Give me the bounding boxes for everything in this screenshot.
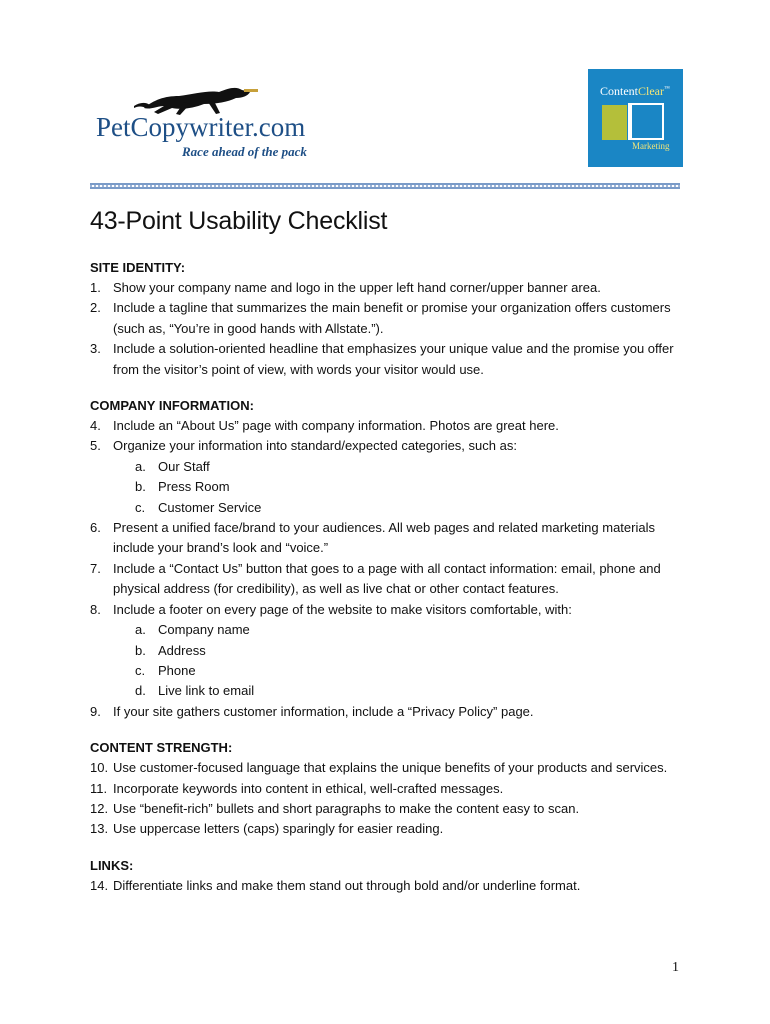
sub-list-item (90, 661, 690, 681)
subitem-text: Live link to email (158, 683, 255, 699)
item-text: Include a footer on every page of the website to make visitors comfortable, with: (113, 601, 572, 617)
list-item (90, 779, 690, 799)
item-text: Use customer-focused language that explains the unique benefits of your products and services. (113, 760, 668, 776)
item-text: Include an “About Us” page with company information. Photos are great here. (113, 418, 559, 434)
list-item (90, 600, 690, 620)
section-site-identity (90, 258, 690, 380)
sub-list-item (90, 457, 690, 477)
list-item (90, 339, 690, 380)
section-content-strength (90, 738, 690, 840)
item-text: Organize your information into standard/expected categories, such as: (113, 438, 517, 454)
item-number: 11. (90, 780, 108, 796)
petcopywriter-logo (96, 78, 336, 162)
item-number: 6. (90, 520, 101, 536)
section-links (90, 856, 690, 896)
item-number: 1. (90, 280, 101, 295)
item-text: Include a “Contact Us” button that goes to a page with all contact information: email, phone and physical address (for credibility), as well as live chat or other contact features. (113, 560, 661, 597)
list-item (90, 278, 690, 298)
list-item (90, 436, 690, 456)
item-number: 4. (90, 418, 101, 434)
sub-list-item (90, 681, 690, 701)
subitem-letter: d. (135, 683, 146, 699)
list-item (90, 702, 690, 722)
item-text: Include a tagline that summarizes the main benefit or promise your organization offers customers (such as, “You’re in good hands with Allstate.”). (113, 300, 671, 336)
cc-outline-block (628, 103, 664, 140)
item-number: 10. (90, 760, 109, 776)
section-heading: COMPANY INFORMATION: (90, 398, 254, 414)
item-number: 2. (90, 300, 101, 316)
subitem-text: Phone (158, 662, 196, 678)
logo-tagline: Race ahead of the pack (182, 144, 307, 159)
subitem-text: Press Room (158, 479, 230, 495)
sub-list-item (90, 641, 690, 661)
item-number: 9. (90, 703, 101, 719)
item-text: Use “benefit-rich” bullets and short paragraphs to make the content easy to scan. (113, 800, 580, 816)
document-body (90, 200, 690, 896)
list-item (90, 758, 690, 778)
list-item (90, 518, 690, 559)
contentclear-logo (588, 69, 683, 167)
subitem-text: Company name (158, 622, 250, 638)
subitem-letter: b. (135, 479, 146, 495)
page-title: 43-Point Usability Checklist (90, 207, 388, 235)
section-heading: SITE IDENTITY: (90, 260, 186, 275)
page-header (0, 0, 770, 200)
logo-pet: Pet (96, 112, 131, 142)
section-heading: CONTENT STRENGTH: (90, 740, 233, 756)
item-number: 5. (90, 438, 101, 454)
item-text: If your site gathers customer information, include a “Privacy Policy” page. (113, 703, 534, 719)
item-number: 3. (90, 341, 101, 357)
list-item (90, 416, 690, 436)
list-item (90, 799, 690, 819)
sub-list-item (90, 477, 690, 497)
cc-green-block (602, 105, 627, 140)
item-text: Include a solution-oriented headline that emphasizes your unique value and the promise you offer from the visitor’s point of view, with words your visitor would use. (113, 341, 674, 377)
section-heading: LINKS: (90, 857, 134, 873)
logo-wordmark (96, 112, 305, 143)
cc-trademark: ™ (664, 86, 670, 92)
list-item (90, 876, 690, 896)
contentclear-wordmark (600, 84, 670, 99)
item-text: Differentiate links and make them stand out through bold and/or underline format. (113, 877, 581, 893)
item-text: Present a unified face/brand to your audiences. All web pages and related marketing materials include your brand’s look and “voice.” (113, 520, 655, 556)
page-number: 1 (672, 960, 679, 975)
subitem-text: Customer Service (158, 499, 262, 515)
cc-content: Content (600, 84, 638, 98)
list-item (90, 819, 690, 839)
logo-copywriter: Copywriter.com (130, 112, 306, 142)
list-item (90, 559, 690, 600)
sub-list-item (90, 498, 690, 518)
item-text: Incorporate keywords into content in ethical, well-crafted messages. (113, 780, 504, 796)
subitem-text: Address (158, 642, 206, 658)
header-divider (90, 183, 680, 189)
list-item (90, 298, 690, 339)
section-company-information (90, 396, 690, 722)
subitem-letter: b. (135, 642, 146, 658)
sub-list-item (90, 620, 690, 640)
subitem-letter: a. (135, 622, 146, 638)
cc-clear: Clear (638, 84, 664, 98)
item-number: 7. (90, 560, 101, 576)
subitem-text: Our Staff (158, 458, 210, 474)
item-number: 8. (90, 601, 101, 617)
item-text: Use uppercase letters (caps) sparingly for easier reading. (113, 821, 444, 837)
subitem-letter: c. (135, 662, 146, 678)
item-number: 12. (90, 800, 109, 816)
item-number: 14. (90, 877, 109, 893)
cc-marketing: Marketing (632, 141, 670, 151)
subitem-letter: c. (135, 499, 146, 515)
item-number: 13. (90, 821, 109, 837)
item-text: Show your company name and logo in the upper left hand corner/upper banner area. (113, 280, 601, 295)
subitem-letter: a. (135, 458, 146, 474)
